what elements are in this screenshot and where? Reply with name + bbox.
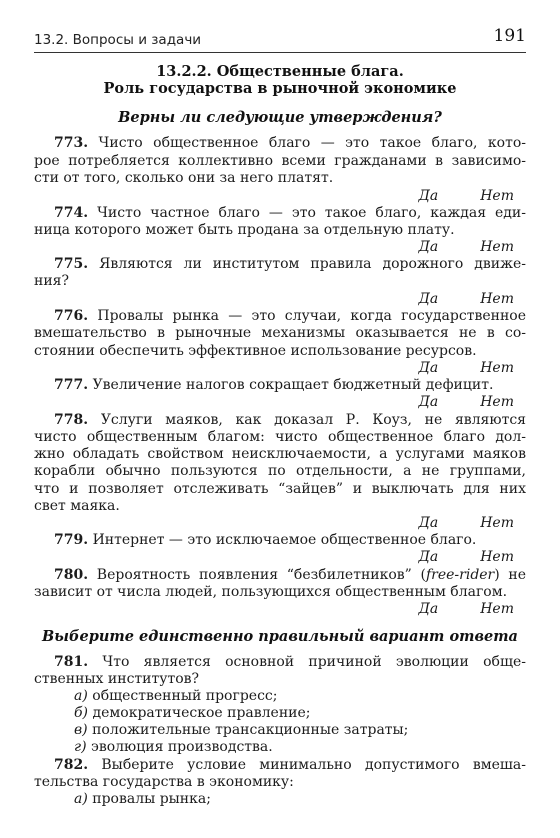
- q780-answers: [418, 601, 514, 618]
- q781-option-d: [74, 739, 526, 756]
- q781-option-a-text: общественный прогресс;: [92, 688, 278, 704]
- q781-option-c: [74, 722, 526, 739]
- q773-answers: [418, 188, 514, 205]
- q775-text-1: Являются ли институтом правила дорожного движе-: [99, 256, 526, 272]
- q781-line-1: [54, 654, 526, 671]
- q774-answer-no: Нет: [480, 239, 514, 255]
- q780-line-1: [54, 567, 526, 584]
- q778-answers: [418, 515, 514, 532]
- q775-line-2: ния?: [34, 273, 69, 289]
- q780-answer-no: Нет: [480, 601, 514, 617]
- running-head-section: 13.2. Вопросы и задачи: [34, 32, 202, 48]
- q782-number: 782.: [54, 757, 89, 773]
- q781-option-b-letter: б): [74, 705, 89, 721]
- q782-text-1: Выберите условие минимально допустимого вмеша-: [101, 757, 527, 773]
- q777-number: 777.: [54, 377, 89, 393]
- q773-answer-no: Нет: [480, 188, 514, 204]
- q782-option-a-text: провалы рынка;: [92, 791, 211, 807]
- q775-answers: [418, 291, 514, 308]
- q774-number: 774.: [54, 205, 89, 221]
- page-number: 191: [493, 26, 526, 46]
- q773-answer-yes: Да: [418, 188, 439, 204]
- q773-text-1: Чисто общественное благо — это такое благо, кото-: [98, 135, 526, 151]
- q777-line-1: [54, 377, 526, 394]
- q776-text-1: Провалы рынка — это случаи, когда государственное: [97, 308, 526, 324]
- q781-option-a: [74, 688, 526, 705]
- q779-line-1: [54, 532, 526, 549]
- q779-answer-yes: Да: [418, 549, 439, 565]
- q774-answer-yes: Да: [418, 239, 439, 255]
- q778-number: 778.: [54, 412, 89, 428]
- q781-number: 781.: [54, 654, 89, 670]
- q777-text-1: Увеличение налогов сокращает бюджетный дефицит.: [92, 377, 494, 393]
- q782-line-1: [54, 757, 526, 774]
- q781-option-b-text: демократическое правление;: [92, 705, 311, 721]
- q778-line-1: [54, 412, 526, 429]
- q780-line-2: зависит от числа людей, пользующихся общественным благом.: [34, 584, 508, 600]
- q782-option-a: [74, 791, 526, 808]
- q777-answer-no: Нет: [480, 394, 514, 410]
- q776-line-3: стоянии обеспечить эффективное использование ресурсов.: [34, 343, 477, 359]
- q781-option-a-letter: а): [74, 688, 88, 704]
- q781-option-c-letter: в): [74, 722, 88, 738]
- q781-option-d-text: эволюция производства.: [91, 739, 273, 755]
- q775-line-1: [54, 256, 526, 273]
- q773-line-1: [54, 135, 526, 152]
- q782-option-a-letter: а): [74, 791, 88, 807]
- q773-line-2: рое потребляется коллективно всеми гражданами в зависимо-: [34, 153, 526, 169]
- q781-text-1: Что является основной причиной эволюции обще-: [102, 654, 526, 670]
- q778-line-4: корабли обычно пользуются по отдельности, а не группами,: [34, 463, 526, 479]
- q776-line-2: вмешательство в рыночные механизмы оказывается не в со-: [34, 325, 526, 341]
- q780-answer-yes: Да: [418, 601, 439, 617]
- q778-text-1: Услуги маяков, как доказал Р. Коуз, не являются: [100, 412, 526, 428]
- section-heading-line-2: Роль государства в рыночной экономике: [103, 80, 457, 97]
- q776-answers: [418, 360, 514, 377]
- q776-line-1: [54, 308, 526, 325]
- q778-line-2: чисто общественным благом: чисто общественное благо дол-: [34, 429, 526, 445]
- section-heading-line-1: 13.2.2. Общественные блага.: [156, 63, 404, 80]
- q780-text-1c: ) не: [494, 567, 527, 583]
- q773-number: 773.: [54, 135, 89, 151]
- q781-line-2: ственных институтов?: [34, 671, 200, 687]
- q779-answers: [418, 549, 514, 566]
- q779-number: 779.: [54, 532, 89, 548]
- q780-number: 780.: [54, 567, 89, 583]
- q781-option-b: [74, 705, 526, 722]
- q775-number: 775.: [54, 256, 89, 272]
- true-false-title: Верны ли следующие утверждения?: [118, 109, 442, 126]
- q781-option-c-text: положительные трансакционные затраты;: [92, 722, 409, 738]
- q774-line-2: ница которого может быть продана за отдельную плату.: [34, 222, 455, 238]
- q775-answer-yes: Да: [418, 291, 439, 307]
- q779-text-1: Интернет — это исключаемое общественное благо.: [92, 532, 477, 548]
- running-head: [34, 26, 526, 53]
- q777-answer-yes: Да: [418, 394, 439, 410]
- q774-line-1: [54, 205, 526, 222]
- q775-answer-no: Нет: [480, 291, 514, 307]
- q773-line-3: сти от того, сколько они за него платят.: [34, 170, 334, 186]
- q778-line-6: свет маяка.: [34, 498, 120, 514]
- q776-answer-no: Нет: [480, 360, 514, 376]
- q778-line-5: что и позволяет отслеживать “зайцев” и выключать для них: [34, 481, 526, 497]
- q778-line-3: жно обладать свойством неисключаемости, а услугами маяков: [34, 446, 526, 462]
- q776-number: 776.: [54, 308, 89, 324]
- q774-text-1: Чисто частное благо — это такое благо, каждая еди-: [97, 205, 526, 221]
- q780-text-1a: Вероятность появления “безбилетников” (: [96, 567, 426, 583]
- q776-answer-yes: Да: [418, 360, 439, 376]
- q777-answers: [418, 394, 514, 411]
- q781-option-d-letter: г): [74, 739, 87, 755]
- q779-answer-no: Нет: [480, 549, 514, 565]
- q774-answers: [418, 239, 514, 256]
- q778-answer-yes: Да: [418, 515, 439, 531]
- q778-answer-no: Нет: [480, 515, 514, 531]
- multiple-choice-title: Выберите единственно правильный вариант ответа: [42, 628, 518, 645]
- q780-text-free-rider: free-rider: [425, 567, 495, 583]
- q782-line-2: тельства государства в экономику:: [34, 774, 294, 790]
